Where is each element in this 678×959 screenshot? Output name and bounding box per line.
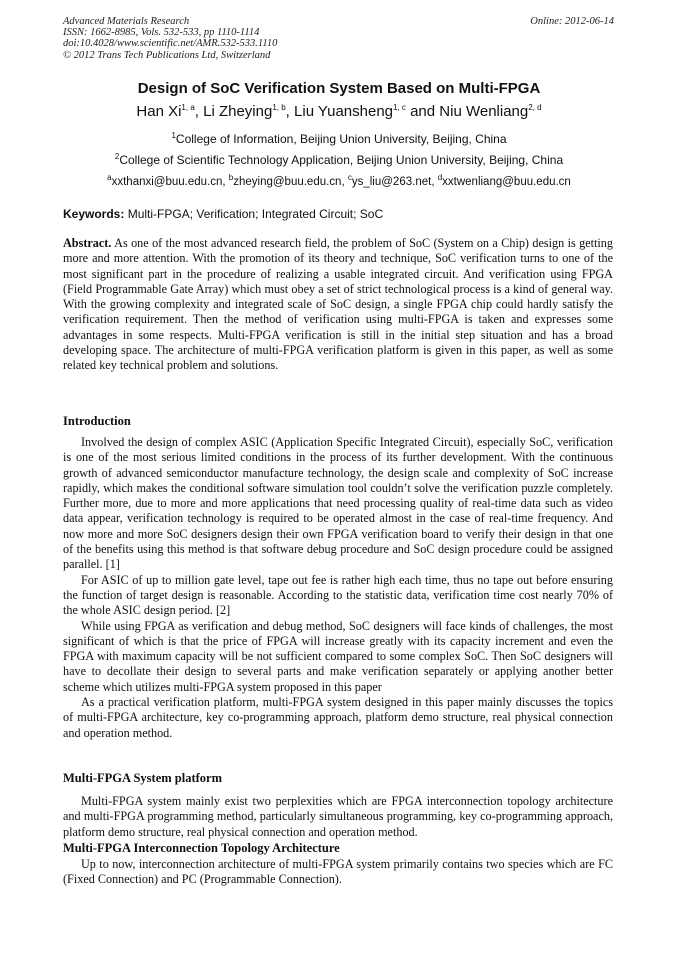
paragraph: Involved the design of complex ASIC (Application Specific Integrated Circuit), especially SoC, verification is one of the most serious limited conditions in the process of its further development. With the continuous growth of advanced semiconductor manufacture technology, the design scale and complexity of SoC increase rapidly, which makes the conditional software simulation tool couldn’t solve the verification puzzle completely. Further more, due to more and more applications that need processing quality of real-time data such as video data appear, verification technology is required to be operated almost in the case of real-time frequency. And now more and more SoC designers design their own FPGA verification board to verify their design in that one of the benefits using this method is that software debug procedure and SoC design procedure could be assigned parallel. [1] bbox=[63, 435, 613, 572]
introduction-body bbox=[63, 435, 613, 741]
paragraph: For ASIC of up to million gate level, tape out fee is rather high each time, thus no tape out before ensuring the function of target design is reasonable. According to the statistic data, verification time cost nearly 70% of the whole ASIC design period. [2] bbox=[63, 572, 613, 618]
author-name: Li Zheying bbox=[203, 103, 273, 120]
abstract-paragraph bbox=[63, 236, 613, 374]
email-sup: a bbox=[107, 173, 112, 182]
journal-header bbox=[63, 16, 277, 61]
paragraph: Multi-FPGA system mainly exist two perplexities which are FPGA interconnection topology architecture and multi-FPGA programming method, particularly simultaneous programming, key co-programming approach, platform demo structure, real physical connection and operation method. bbox=[63, 794, 613, 839]
online-date: Online: 2012-06-14 bbox=[530, 16, 614, 27]
affiliation-sup: 1 bbox=[171, 131, 176, 140]
abstract-label: Abstract. bbox=[63, 236, 112, 250]
journal-doi: doi:10.4028/www.scientific.net/AMR.532-533.1110 bbox=[63, 38, 278, 50]
author-list: Han Xi$^{1, a}$, Li Zheying$^{1, b}$, Liu Yuansheng$^{1, c}$ and Niu Wenliang$^{2, d}$ bbox=[136, 103, 542, 120]
heading-introduction: Introduction bbox=[63, 414, 131, 428]
keywords bbox=[63, 207, 383, 221]
email-sup: c bbox=[347, 173, 352, 182]
paragraph: As a practical verification platform, multi-FPGA system designed in this paper mainly discusses the topics of multi-FPGA architecture, key co-programming approach, platform demo structure, real physical connection and operation method. bbox=[63, 695, 613, 740]
email-address[interactable]: xxtwenliang@buu.edu.cn bbox=[442, 175, 571, 188]
paragraph: While using FPGA as verification and debug method, SoC designers will face kinds of challenges, the most significant of which is that the price of FPGA will increase greatly with its capacity increment and even the FPGA with maximum capacity will be not sufficient compared to some complex SoC. Then SoC designers will have to decollate their design to several parts and make verification separately or applying another better scheme which utilizes multi-FPGA system proposed in this paper bbox=[63, 618, 613, 694]
platform-body bbox=[63, 794, 613, 840]
author-sup: 1, a bbox=[181, 103, 195, 112]
email-sup: d bbox=[437, 173, 443, 182]
author-sup: 2, d bbox=[528, 103, 542, 112]
email-sup: b bbox=[228, 173, 234, 182]
paper-title: Design of SoC Verification System Based on Multi-FPGA bbox=[137, 80, 541, 97]
keywords-text: Multi-FPGA; Verification; Integrated Circuit; SoC bbox=[127, 207, 384, 221]
interconnection-body bbox=[63, 857, 613, 888]
email-list: $^a$xxthanxi@buu.edu.cn, $^b$zheying@buu.edu.cn, $^c$ys_liu@263.net, $^d$xxtwenliang@buu.edu.cn bbox=[107, 173, 571, 188]
email-address[interactable]: xxthanxi@buu.edu.cn bbox=[111, 175, 223, 188]
author-sup: 1, b bbox=[272, 103, 286, 112]
author-name: Han Xi bbox=[136, 103, 182, 120]
affiliation-sup: 2 bbox=[114, 152, 120, 161]
paragraph: Up to now, interconnection architecture of multi-FPGA system primarily contains two species which are FC (Fixed Connection) and PC (Programmable Connection). bbox=[63, 857, 613, 887]
affiliation-2 bbox=[0, 152, 678, 167]
keywords-label: Keywords: bbox=[63, 207, 125, 221]
abstract-text: As one of the most advanced research field, the problem of SoC (System on a Chip) design is getting more and more attention. With the promotion of its theory and technique, SoC verification turns to one of the most significant part in the procedure of realizing a usable integrated circuit. And verification using FPGA (Field Programmable Gate Array) which must obey a set of strict technological process is a kind of general way. With the growing complexity and integrated scale of SoC design, a single FPGA chip could hardly satisfy the verification requirement. Then the method of verification using multi-FPGA is taken and expresses some advantages in some respects. Multi-FPGA verification is still in the initial step situation and has a broad developing space. The architecture of multi-FPGA verification platform is given in this paper, as well as some related key technical problem and solutions. bbox=[63, 236, 613, 373]
journal-name: Advanced Materials Research bbox=[63, 16, 190, 27]
heading-platform: Multi-FPGA System platform bbox=[63, 771, 223, 785]
author-name: Liu Yuansheng bbox=[294, 103, 394, 120]
heading-interconnection: Multi-FPGA Interconnection Topology Architecture bbox=[63, 841, 340, 855]
author-name: Niu Wenliang bbox=[439, 103, 529, 120]
journal-issn: ISSN: 1662-8985, Vols. 532-533, pp 1110-1114 bbox=[63, 27, 260, 39]
affiliation-1 bbox=[0, 131, 678, 146]
affiliation-text: College of Scientific Technology Application, Beijing Union University, Beijing, China bbox=[119, 153, 564, 167]
email-address[interactable]: zheying@buu.edu.cn bbox=[233, 175, 342, 188]
affiliation-text: College of Information, Beijing Union University, Beijing, China bbox=[175, 132, 507, 146]
author-sup: 1, c bbox=[393, 103, 406, 112]
journal-copyright: © 2012 Trans Tech Publications Ltd, Switzerland bbox=[63, 49, 271, 61]
abstract bbox=[63, 236, 613, 374]
email-address[interactable]: ys_liu@263.net bbox=[351, 175, 432, 188]
